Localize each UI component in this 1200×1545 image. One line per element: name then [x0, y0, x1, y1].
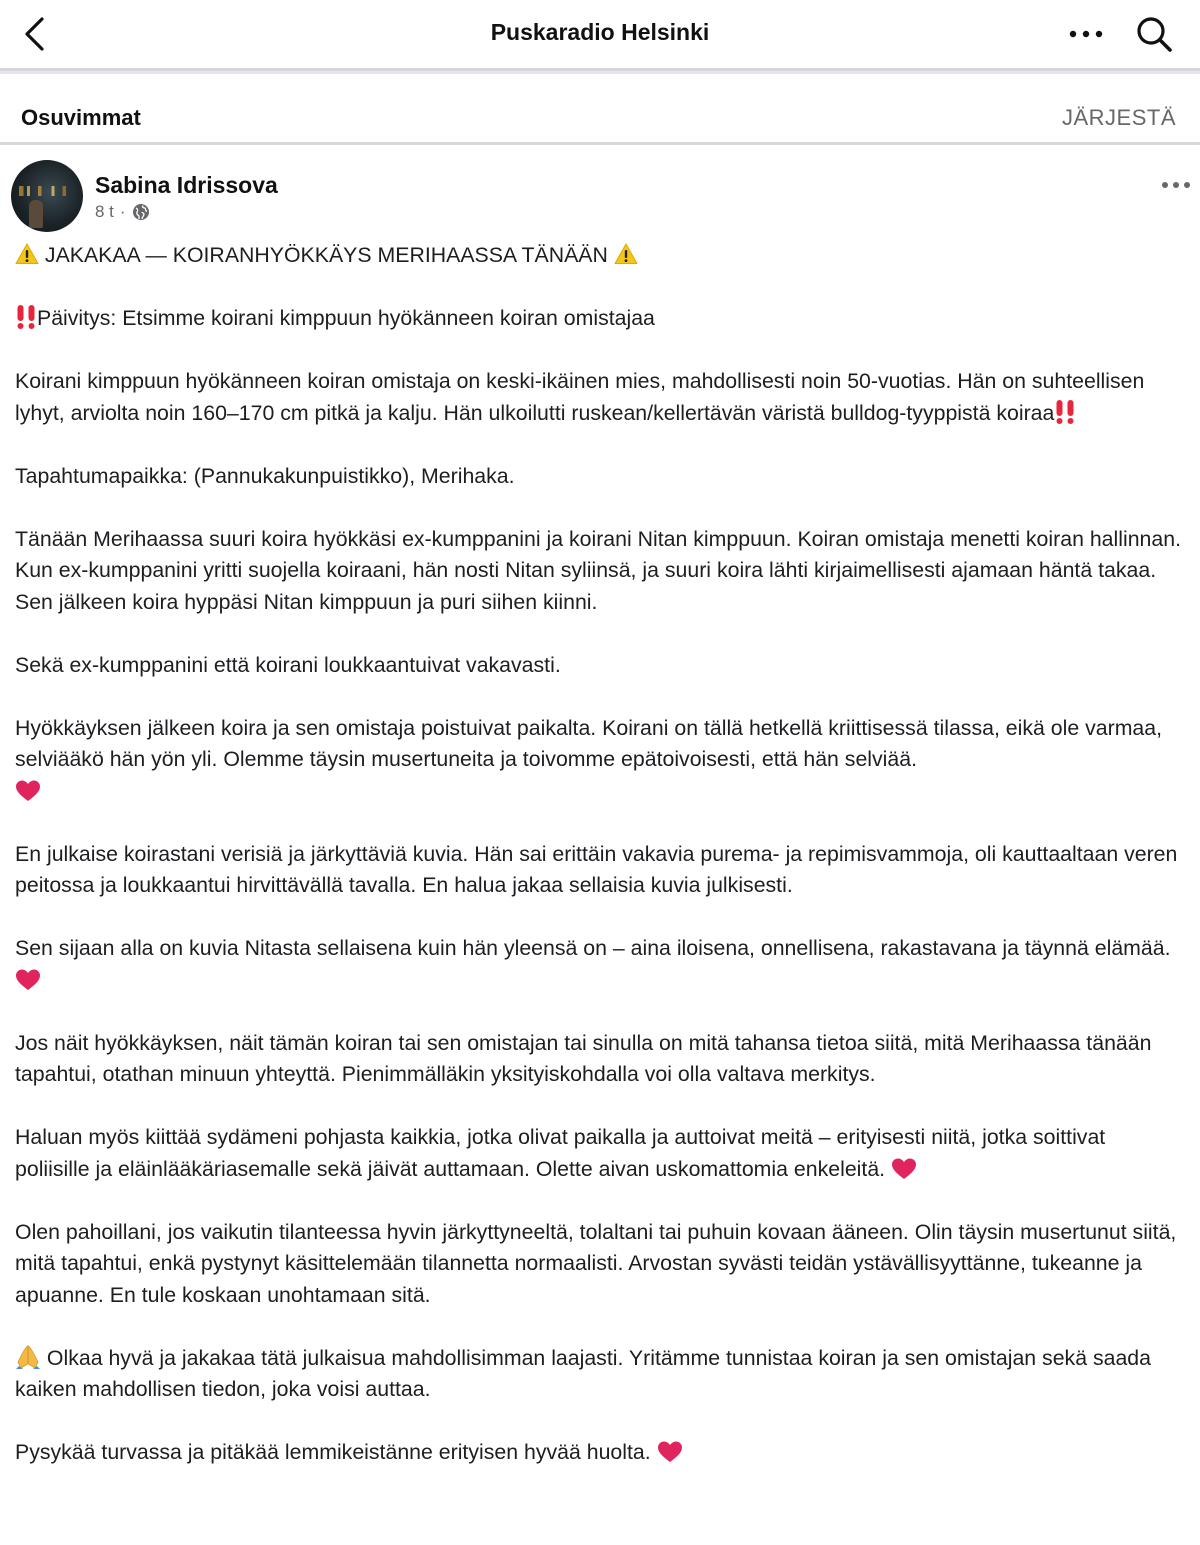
group-title: Puskaradio Helsinki — [490, 19, 710, 45]
thanks-text: Haluan myös kiittää sydämeni pohjasta kaikkia, jotka olivat paikalla ja auttoivat meitä – erityisesti niitä, jotka soittivat poliisille ja eläinlääkäriasemalle sekä jäivät auttamaan. Olette aivan uskomattomia enkeleitä. — [15, 1125, 1112, 1181]
post-injuries: Sekä ex-kumppanini että koirani loukkaantuivat vakavasti. — [15, 652, 561, 677]
meta-separator: · — [119, 202, 126, 221]
globe-icon — [132, 203, 150, 221]
share-request-text: Olkaa hyvä ja jakakaa tätä julkaisua mahdollisimman laajasti. Yritämme tunnistaa koiran ja sen omistajan sekä saada kaiken mahdollisen tiedon, joka voisi auttaa. — [15, 1345, 1157, 1401]
post-closing — [15, 1437, 1185, 1469]
double-exclamation-emoji-icon — [15, 304, 37, 330]
post-incident: Tänään Merihaassa suuri koira hyökkäsi ex-kumppanini ja koirani Nitan kimppuun. Koiran omistaja menetti koiran hallinnan. Kun ex-kumppanini yritti suojella koiraani, hän nosti Nitan syliinsä, ja suuri koira lähti kirjaimellisesti ajamaan häntä takaa. Sen jälkeen koira hyppäsi Nitan kimppuun ja puri siihen kiinni. — [15, 526, 1187, 614]
warning-emoji-icon — [15, 242, 39, 266]
header-more-button[interactable] — [1066, 22, 1106, 46]
red-heart-emoji-icon — [15, 968, 41, 992]
post-time[interactable]: 8 t — [95, 202, 114, 221]
post-author[interactable]: Sabina Idrissova — [95, 172, 278, 198]
aftermath-text: Hyökkäyksen jälkeen koira ja sen omistaja poistuivat paikalta. Koirani on tällä hetkellä kriittisessä tilassa, eikä ole varmaa, selviääkö hän yön yli. Olemme täysin musertuneita ja toivomme epätoivoisesti, että hän selviää. — [15, 715, 1168, 771]
post-meta — [95, 202, 150, 222]
photos-below-text: Sen sijaan alla on kuvia Nitasta sellaisena kuin hän yleensä on – aina iloisena, onnellisena, rakastavana ja täynnä elämää. — [15, 936, 1177, 960]
post-no-photos: En julkaise koirastani verisiä ja järkyttäviä kuvia. Hän sai erittäin vakavia purema- ja repimisvammoja, oli kauttaaltaan veren peitossa ja loukkaantui hirvittävällä tavalla. En halua jakaa sellaisia kuvia julkisesti. — [15, 841, 1184, 897]
post-body — [15, 240, 1185, 1469]
post — [0, 148, 1200, 1545]
post-photos-below — [15, 933, 1185, 996]
more-horizontal-icon — [1066, 22, 1106, 46]
post-description — [15, 366, 1185, 429]
double-exclamation-emoji-icon — [1054, 399, 1076, 425]
post-aftermath — [15, 713, 1185, 808]
post-update — [15, 303, 1185, 335]
red-heart-emoji-icon — [657, 1440, 683, 1464]
red-heart-emoji-icon — [15, 779, 41, 803]
post-headline — [15, 240, 1185, 272]
more-horizontal-icon — [1160, 179, 1192, 191]
warning-emoji-icon — [614, 242, 638, 266]
avatar-city-lights — [19, 186, 75, 196]
folded-hands-emoji-icon — [15, 1344, 41, 1370]
sort-label: Osuvimmat — [21, 105, 141, 130]
post-witnesses: Jos näit hyökkäyksen, näit tämän koiran tai sen omistajan tai sinulla on mitä tahansa tietoa siitä, mitä Merihaassa tänään tapahtui, otathan minuun yhteyttä. Pienimmälläkin yksityiskohdalla voi olla valtava merkitys. — [15, 1030, 1158, 1086]
closing-text: Pysykää turvassa ja pitäkää lemmikeistänne erityisen hyvää huolta. — [15, 1440, 657, 1464]
avatar[interactable] — [11, 160, 83, 232]
search-button[interactable] — [1134, 14, 1174, 54]
red-heart-emoji-icon — [891, 1157, 917, 1181]
avatar-person — [29, 200, 43, 228]
post-location: Tapahtumapaikka: (Pannukakunpuistikko), Merihaka. — [15, 463, 515, 488]
description-text: Koirani kimppuun hyökänneen koiran omistaja on keski-ikäinen mies, mahdollisesti noin 50-vuotias. Hän on suhteellisen lyhyt, arviolta noin 160–170 cm pitkä ja kalju. Hän ulkoilutti ruskean/kellertävän väristä bulldog-tyyppistä koiraa — [15, 369, 1151, 425]
update-text: Päivitys: Etsimme koirani kimppuun hyökänneen koiran omistajaa — [37, 306, 655, 330]
post-more-button[interactable] — [1160, 178, 1192, 190]
sort-button[interactable]: JÄRJESTÄ — [1061, 105, 1176, 130]
post-share-request — [15, 1343, 1185, 1406]
post-thanks — [15, 1122, 1185, 1185]
post-apology: Olen pahoillani, jos vaikutin tilanteessa hyvin järkyttyneeltä, tolaltani tai puhuin kovaan ääneen. Olin täysin musertunut siitä, mitä tapahtui, enkä pystynyt käsittelemään tilannetta normaalisti. Arvostan syvästi teidän ystävällisyyttänne, tukeanne ja apuanne. En tule koskaan unohtamaan sitä. — [15, 1219, 1183, 1307]
app-header — [0, 0, 1200, 71]
headline-text: JAKAKAA — KOIRANHYÖKKÄYS MERIHAASSA TÄNÄÄN — [39, 243, 614, 267]
sort-bar — [0, 71, 1200, 145]
search-icon — [1134, 14, 1174, 54]
